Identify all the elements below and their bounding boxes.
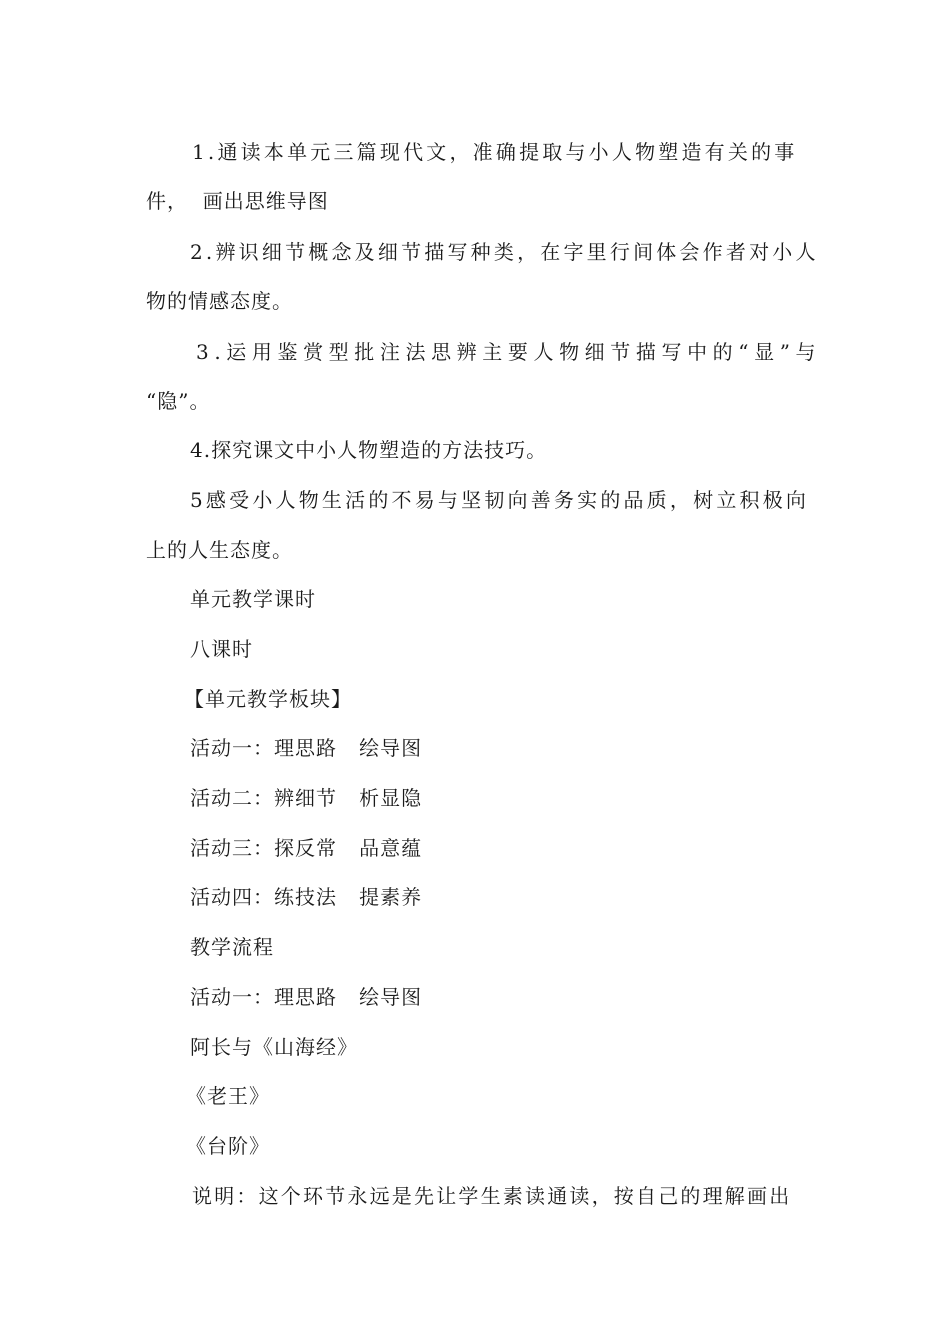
activity-item-3: 活动三：探反常 品意蕴 (190, 836, 423, 860)
objective-5-line-1: 5感受小人物生活的不易与坚韧向善务实的品质，树立积极向 (190, 488, 810, 512)
objective-3-line-2: “隐”。 (146, 389, 211, 413)
text-title-2: 《老王》 (186, 1084, 270, 1108)
text-title-1: 阿长与《山海经》 (190, 1035, 358, 1059)
activity-item-1: 活动一：理思路 绘导图 (190, 736, 423, 760)
objective-2-line-1: 2.辨识细节概念及细节描写种类，在字里行间体会作者对小人 (190, 240, 819, 264)
objective-1-line-2: 件， 画出思维导图 (146, 189, 329, 213)
blocks-heading: 【单元教学板块】 (184, 687, 352, 711)
text-title-3: 《台阶》 (186, 1134, 270, 1158)
objective-4-line-1: 4.探究课文中小人物塑造的方法技巧。 (190, 438, 548, 462)
objective-5-line-2: 上的人生态度。 (146, 538, 293, 562)
flow-activity: 活动一：理思路 绘导图 (190, 985, 423, 1009)
objective-3-line-1: 3.运用鉴赏型批注法思辨主要人物细节描写中的“显”与 (196, 340, 822, 364)
lesson-hours-value: 八课时 (190, 637, 253, 661)
activity-item-2: 活动二：辨细节 析显隐 (190, 786, 423, 810)
flow-heading: 教学流程 (190, 935, 274, 959)
activity-item-4: 活动四：练技法 提素养 (190, 885, 423, 909)
lesson-hours-heading: 单元教学课时 (190, 587, 316, 611)
objective-1-line-1: 1.通读本单元三篇现代文，准确提取与小人物塑造有关的事 (192, 140, 798, 164)
objective-2-line-2: 物的情感态度。 (146, 289, 293, 313)
note-text: 说明：这个环节永远是先让学生素读通读，按自己的理解画出 (192, 1184, 792, 1208)
